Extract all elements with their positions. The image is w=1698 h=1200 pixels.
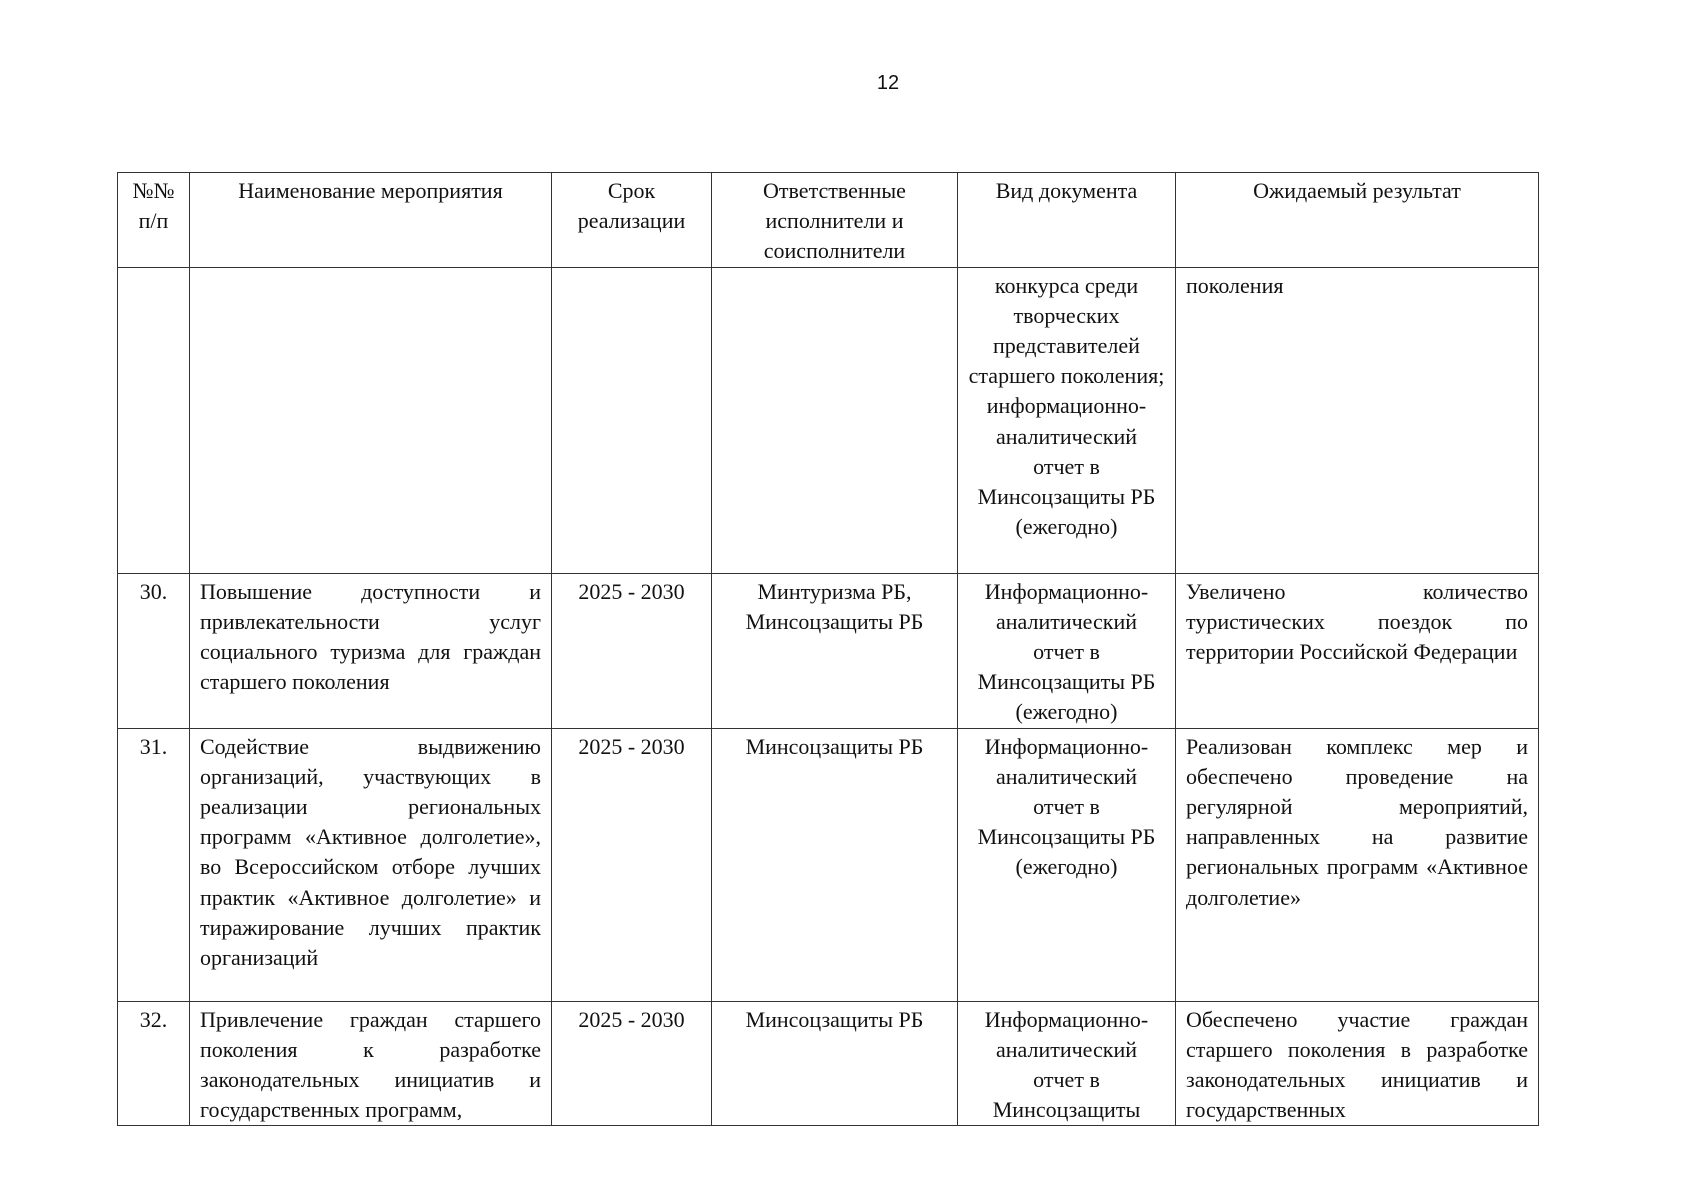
table-header-row: [118, 173, 1539, 268]
cell-measure-name: Повышение доступности и привлекательности услуг социального туризма для граждан старшего поколения: [190, 573, 552, 728]
cell-number: 32.: [118, 1001, 190, 1126]
header-number: №№ п/п: [118, 173, 190, 268]
cell-term: [552, 267, 712, 573]
header-term: Срок реализации: [552, 173, 712, 268]
cell-measure-name: Привлечение граждан старшего поколения к разработке законодательных инициатив и государственных программ,: [190, 1001, 552, 1126]
page-number: 12: [876, 72, 900, 94]
cell-executors: Минсоцзащиты РБ: [712, 728, 958, 1001]
cell-expected-result: Увеличено количество туристических поездок по территории Российской Федерации: [1176, 573, 1539, 728]
cell-number: 31.: [118, 728, 190, 1001]
cell-document-type: Информационно-аналитический отчет в Минсоцзащиты РБ (ежегодно): [958, 573, 1176, 728]
cell-term: 2025 - 2030: [552, 1001, 712, 1126]
header-executors: Ответственные исполнители и соисполнители: [712, 173, 958, 268]
cell-expected-result: поколения: [1176, 267, 1539, 573]
header-measure-name: Наименование мероприятия: [190, 173, 552, 268]
cell-executors: [712, 267, 958, 573]
table-row: [118, 573, 1539, 728]
cell-expected-result: Реализован комплекс мер и обеспечено проведение на регулярной мероприятий, направленных на развитие региональных программ «Активное долголетие»: [1176, 728, 1539, 1001]
cell-number: 30.: [118, 573, 190, 728]
measures-table: [117, 172, 1539, 1126]
header-document-type: Вид документа: [958, 173, 1176, 268]
header-expected-result: Ожидаемый результат: [1176, 173, 1539, 268]
cell-expected-result: Обеспечено участие граждан старшего поколения в разработке законодательных инициатив и государственных: [1176, 1001, 1539, 1126]
cell-executors: Минтуризма РБ, Минсоцзащиты РБ: [712, 573, 958, 728]
table-row: [118, 728, 1539, 1001]
cell-number: [118, 267, 190, 573]
cell-document-type: конкурса среди творческих представителей старшего поколения; информационно-аналитический отчет в Минсоцзащиты РБ (ежегодно): [958, 267, 1176, 573]
cell-executors: Минсоцзащиты РБ: [712, 1001, 958, 1126]
table-row: [118, 267, 1539, 573]
cell-document-type: Информационно-аналитический отчет в Минсоцзащиты РБ (ежегодно): [958, 728, 1176, 1001]
cell-measure-name: Содействие выдвижению организаций, участвующих в реализации региональных программ «Активное долголетие», во Всероссийском отборе лучших практик «Активное долголетие» и тиражирование лучших практик организаций: [190, 728, 552, 1001]
cell-term: 2025 - 2030: [552, 573, 712, 728]
cell-document-type: Информационно-аналитический отчет в Минсоцзащиты: [958, 1001, 1176, 1126]
table-row: [118, 1001, 1539, 1126]
cell-term: 2025 - 2030: [552, 728, 712, 1001]
cell-measure-name: [190, 267, 552, 573]
